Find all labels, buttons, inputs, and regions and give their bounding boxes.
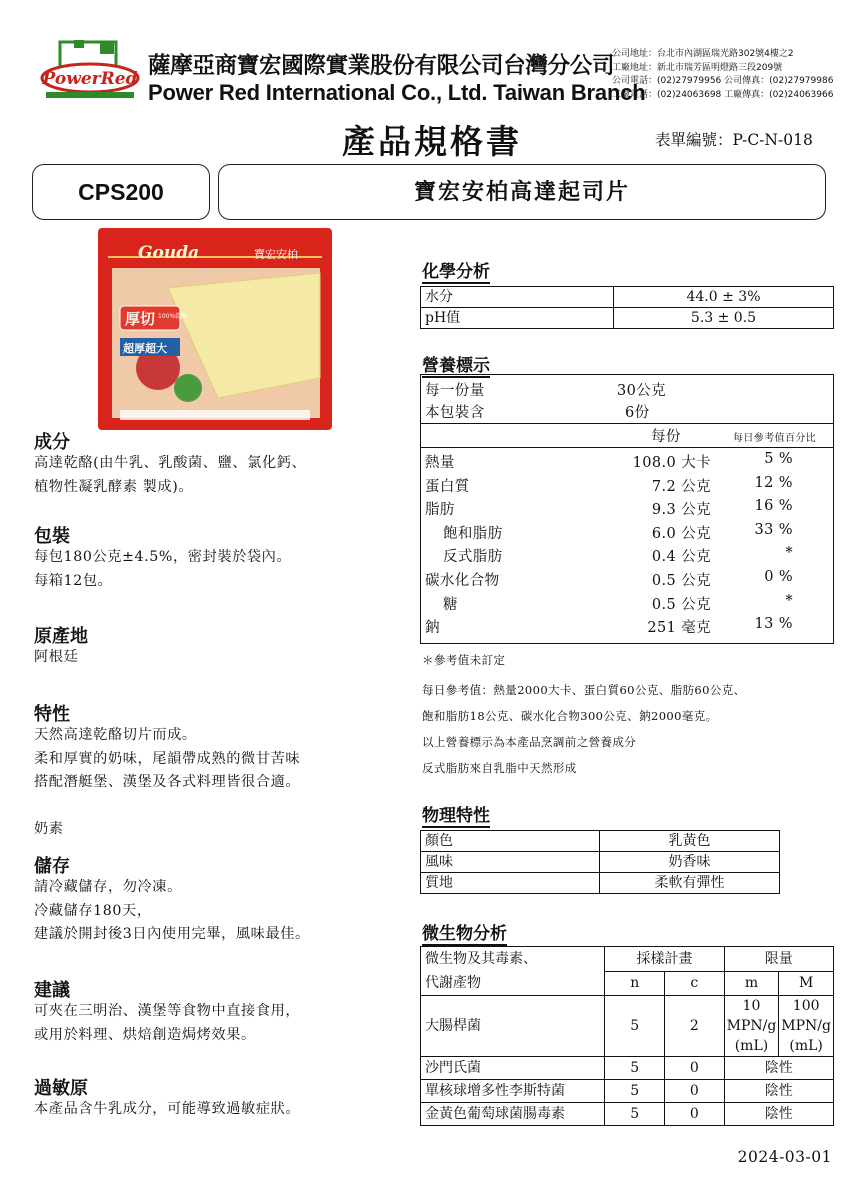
micro-m-line: 10 — [742, 998, 761, 1014]
nutrient-daily-value: 33 % — [754, 521, 793, 538]
micro-n: 5 — [605, 1057, 665, 1080]
section-line: 柔和厚實的奶味，尾韻帶成熟的微甘苦味 — [34, 750, 301, 767]
divider — [421, 447, 833, 448]
table-row — [421, 852, 780, 873]
serving-label: 每一份量 — [425, 383, 485, 399]
chem-label: pH值 — [421, 308, 614, 329]
table-row — [421, 996, 834, 1057]
chem-value: 44.0 ± 3% — [614, 287, 834, 308]
nutrient-name: 蛋白質 — [425, 478, 470, 495]
chem-label: 水分 — [421, 287, 614, 308]
section-line: 請冷藏儲存，勿冷凍。 — [34, 879, 182, 895]
contact-line: 公司地址：台北市內湖區瑞光路302號4樓之2 — [612, 49, 794, 59]
pack-badge-thick: 厚切 — [125, 310, 156, 328]
nutrition-note: ＊參考值未訂定 — [422, 653, 506, 667]
nutrient-daily-value: 16 % — [754, 498, 793, 515]
section-line: 每包180公克±4.5%，密封裝於袋內。 — [34, 549, 292, 565]
micro-c: 0 — [665, 1103, 725, 1126]
table-row — [421, 1080, 834, 1103]
micro-c: 0 — [665, 1057, 725, 1080]
company-name-cn: 薩摩亞商寶宏國際實業股份有限公司台灣分公司 — [148, 53, 615, 79]
divider — [421, 423, 833, 424]
micro-M-line: (mL) — [789, 1038, 823, 1054]
micro-c: 0 — [665, 1080, 725, 1103]
nutrient-amount: 251 毫克 — [647, 620, 711, 637]
col-daily-value: 每日參考值百分比 — [733, 433, 817, 444]
micro-n: 5 — [605, 1080, 665, 1103]
micro-c-header: c — [665, 971, 725, 996]
micro-M — [779, 996, 834, 1057]
nutrition-table — [420, 374, 834, 644]
nutrient-amount: 0.5 公克 — [651, 573, 711, 589]
section-line: 高達乾酪(由牛乳、乳酸菌、鹽、氯化鈣、 — [34, 455, 307, 471]
company-logo — [40, 38, 140, 104]
serving-value: 30公克 — [617, 383, 667, 399]
section-line: 建議於開封後3日內使用完畢，風味最佳。 — [34, 926, 310, 942]
phys-value: 柔軟有彈性 — [600, 873, 780, 894]
nutrient-name: 熱量 — [425, 455, 455, 471]
section-heading: 包裝 — [34, 526, 70, 547]
section-heading: 建議 — [34, 980, 70, 1001]
nutrient-daily-value: * — [785, 592, 793, 609]
nutrient-daily-value: 13 % — [754, 616, 793, 633]
section-heading: 原產地 — [34, 626, 88, 647]
servings-value: 6份 — [625, 405, 650, 421]
company-name-en: Power Red International Co., Ltd. Taiwan Branch — [148, 80, 646, 105]
nutrient-name: 糖 — [443, 596, 458, 613]
section-heading: 成分 — [34, 432, 70, 453]
nutrient-amount: 0.4 公克 — [651, 549, 711, 566]
section-heading: 特性 — [34, 704, 70, 725]
nutrition-note: 每日參考值：熱量2000大卡、蛋白質60公克、脂肪60公克、 — [422, 683, 746, 697]
nutrient-amount: 0.5 公克 — [651, 596, 711, 613]
form-number: 表單編號：P-C-N-018 — [655, 131, 813, 149]
micro-heading: 微生物分析 — [422, 924, 507, 944]
physical-heading: 物理特性 — [422, 806, 490, 826]
micro-n: 5 — [605, 996, 665, 1057]
nutrient-amount: 7.2 公克 — [651, 478, 711, 495]
section-line: 本產品含牛乳成分，可能導致過敏症狀。 — [34, 1101, 301, 1117]
physical-table — [420, 830, 780, 894]
section-body — [34, 724, 300, 842]
micro-limit: 陰性 — [724, 1103, 833, 1126]
section-line: 阿根廷 — [34, 649, 79, 665]
section-heading: 過敏原 — [34, 1078, 88, 1099]
nutrient-name: 反式脂肪 — [443, 549, 503, 566]
section-body — [34, 1098, 300, 1122]
section-line: 或用於料理、烘焙創造焗烤效果。 — [34, 1026, 256, 1043]
section-body — [34, 1000, 300, 1047]
micro-name: 金黃色葡萄球菌腸毒素 — [421, 1103, 605, 1126]
chem-table — [420, 286, 834, 329]
section-line: 每箱12包。 — [34, 572, 113, 589]
table-row — [421, 831, 780, 852]
phys-value: 奶香味 — [600, 852, 780, 873]
section-body — [34, 546, 291, 593]
section-line: 天然高達乾酪切片而成。 — [34, 727, 197, 743]
section-heading: 儲存 — [34, 856, 70, 877]
micro-item-header-2: 代謝產物 — [425, 975, 481, 991]
micro-m-line: MPN/g — [726, 1018, 777, 1034]
pack-brand: Gouda — [138, 243, 200, 263]
micro-table — [420, 946, 834, 1126]
nutrient-amount: 108.0 大卡 — [632, 455, 711, 471]
product-name: 寶宏安柏高達起司片 — [218, 164, 826, 220]
product-code: CPS200 — [32, 164, 210, 220]
section-line: 可夾在三明治、漢堡等食物中直接食用， — [34, 1003, 301, 1019]
section-line: 冷藏儲存180天， — [34, 902, 152, 919]
table-row — [421, 308, 834, 329]
micro-limit: 陰性 — [724, 1080, 833, 1103]
nutrition-heading: 營養標示 — [422, 356, 490, 376]
table-row — [421, 873, 780, 894]
micro-item-header — [421, 947, 605, 996]
micro-M-header: M — [779, 971, 834, 996]
pack-badge-large: 超厚超大 — [123, 342, 167, 355]
micro-item-header-1: 微生物及其毒素、 — [425, 951, 537, 967]
chem-value: 5.3 ± 0.5 — [614, 308, 834, 329]
micro-n: 5 — [605, 1103, 665, 1126]
section-line: 植物性凝乳酵素 製成)。 — [34, 478, 194, 495]
phys-label: 風味 — [421, 852, 600, 873]
section-body — [34, 646, 78, 670]
micro-M-line: 100 — [792, 998, 820, 1014]
section-line: 搭配潛艇堡、漢堡及各式料理皆很合適。 — [34, 774, 301, 790]
company-contact-info — [612, 48, 833, 102]
micro-name: 單核球增多性李斯特菌 — [421, 1080, 605, 1103]
section-body — [34, 452, 306, 499]
nutrition-note: 以上營養標示為本產品烹調前之營養成分 — [422, 735, 637, 749]
section-body — [34, 876, 310, 947]
section-line: 奶素 — [34, 821, 64, 837]
table-row — [421, 1057, 834, 1080]
servings-label: 本包裝含 — [425, 405, 485, 421]
contact-line: 公司電話：(02)27979956 公司傳真：(02)27979986 — [612, 76, 834, 86]
nutrient-name: 脂肪 — [425, 502, 455, 519]
product-package-image — [98, 228, 332, 430]
contact-line: 工廠地址：新北市瑞芳區明燈路三段209號 — [612, 62, 783, 73]
nutrition-note: 飽和脂肪18公克、碳水化合物300公克、鈉2000毫克。 — [422, 709, 718, 723]
micro-c: 2 — [665, 996, 725, 1057]
nutrition-note: 反式脂肪來自乳脂中天然形成 — [422, 761, 577, 775]
micro-limit: 陰性 — [724, 1057, 833, 1080]
micro-plan-header: 採樣計畫 — [605, 947, 724, 972]
document-date: 2024-03-01 — [737, 1148, 832, 1166]
nutrient-name: 鈉 — [425, 620, 440, 637]
micro-limit-header: 限量 — [724, 947, 833, 972]
table-row — [421, 1103, 834, 1126]
micro-name: 大腸桿菌 — [421, 996, 605, 1057]
pack-brand-cn: 寶宏安柏 — [254, 248, 298, 261]
phys-label: 質地 — [421, 873, 600, 894]
nutrient-name: 碳水化合物 — [425, 573, 500, 589]
table-row — [421, 947, 834, 972]
phys-value: 乳黃色 — [600, 831, 780, 852]
table-row — [421, 287, 834, 308]
col-per-serving: 每份 — [651, 429, 681, 445]
nutrient-daily-value: * — [785, 545, 793, 562]
pack-badge-thick-sub: 100%乾酪 — [158, 313, 188, 320]
logo-text: PowerRed — [42, 69, 138, 89]
nutrient-daily-value: 5 % — [764, 451, 793, 467]
section-line — [34, 795, 300, 819]
nutrient-daily-value: 0 % — [764, 569, 793, 585]
micro-m-line: (mL) — [734, 1038, 769, 1054]
page-title: 產品規格書 — [342, 122, 522, 161]
nutrient-amount: 6.0 公克 — [651, 525, 711, 542]
micro-M-line: MPN/g — [781, 1018, 831, 1034]
micro-n-header: n — [605, 971, 665, 996]
micro-name: 沙門氏菌 — [421, 1057, 605, 1080]
chem-heading: 化學分析 — [422, 262, 490, 282]
micro-m — [724, 996, 779, 1057]
micro-m-header: m — [724, 971, 779, 996]
contact-line: 工廠電話：(02)24063698 工廠傳真：(02)24063966 — [612, 89, 834, 100]
phys-label: 顏色 — [421, 831, 600, 852]
nutrient-name: 飽和脂肪 — [443, 525, 503, 542]
nutrient-amount: 9.3 公克 — [651, 502, 711, 519]
nutrient-daily-value: 12 % — [754, 474, 793, 491]
